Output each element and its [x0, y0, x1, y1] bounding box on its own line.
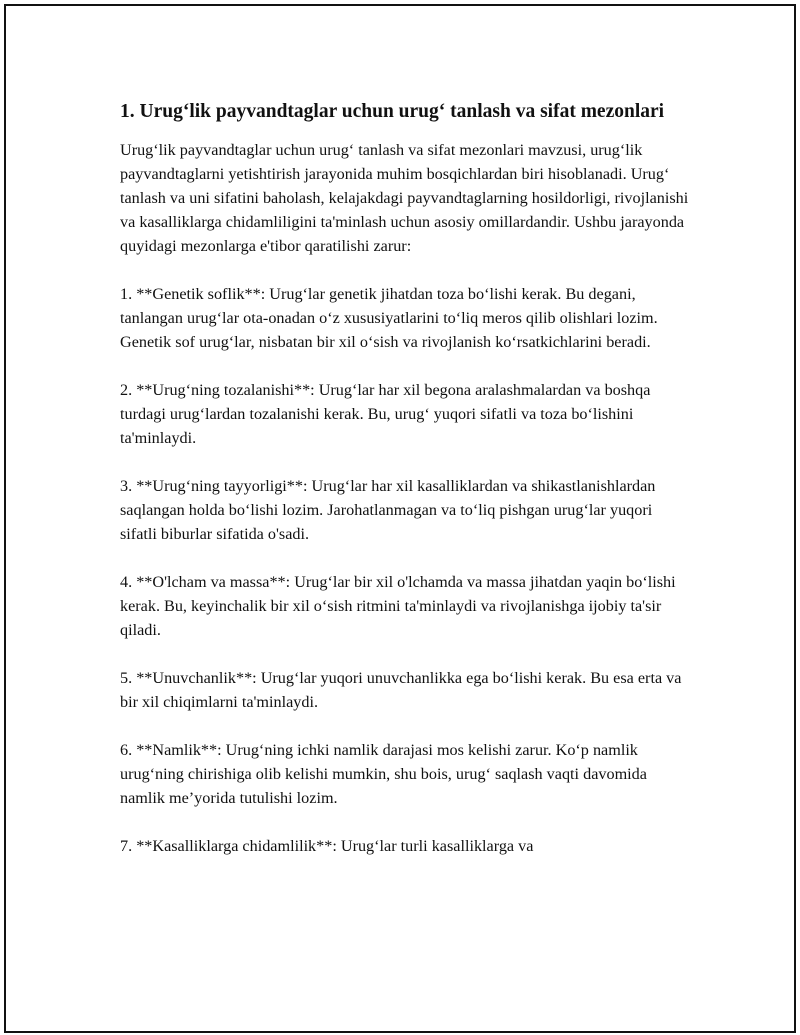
- document-page: [4, 4, 796, 1033]
- criterion-seed-readiness: 3. **Urug‘ning tayyorligi**: Urug‘lar har xil kasalliklardan va shikastlanishlardan saqlangan holda bo‘lishi lozim. Jarohatlanmagan va to‘liq pishgan urug‘lar yuqori sifatli biburlar sifatida o'sadi.: [120, 477, 656, 543]
- criterion-genetic-purity: 1. **Genetik soflik**: Urug‘lar genetik jihatdan toza bo‘lishi kerak. Bu degani, tanlangan urug‘lar ota-onadan o‘z xususiyatlarini to‘liq meros qilib olishlari lozim. Genetik sof urug‘lar, nisbatan bir xil o‘sish va rivojlanish ko‘rsatkichlarini beradi.: [120, 285, 658, 351]
- criterion-seed-cleaning: 2. **Urug‘ning tozalanishi**: Urug‘lar har xil begona aralashmalardan va boshqa turdagi urug‘lardan tozalanishi kerak. Bu, urug‘ yuqori sifatli va toza bo‘lishini ta'minlaydi.: [120, 381, 651, 447]
- criterion-moisture: 6. **Namlik**: Urug‘ning ichki namlik darajasi mos kelishi zarur. Ko‘p namlik urug‘ning chirishiga olib kelishi mumkin, shu bois, urug‘ saqlash vaqti davomida namlik me’yorida tutulishi lozim.: [120, 741, 647, 807]
- criterion-size-mass: 4. **O'lcham va massa**: Urug‘lar bir xil o'lchamda va massa jihatdan yaqin bo‘lishi kerak. Bu, keyinchalik bir xil o‘sish ritmini ta'minlaydi va rivojlanishga ijobiy ta'sir qiladi.: [120, 573, 676, 639]
- criterion-disease-resistance: 7. **Kasalliklarga chidamlilik**: Urug‘lar turli kasalliklarga va: [120, 837, 534, 855]
- document-content: [120, 98, 690, 858]
- criterion-germination: 5. **Unuvchanlik**: Urug‘lar yuqori unuvchanlikka ega bo‘lishi kerak. Bu esa erta va bir xil chiqimlarni ta'minlaydi.: [120, 669, 682, 711]
- intro-paragraph: Urug‘lik payvandtaglar uchun urug‘ tanlash va sifat mezonlari mavzusi, urug‘lik payvandtaglarni yetishtirish jarayonida muhim bosqichlardan biri hisoblanadi. Urug‘ tanlash va uni sifatini baholash, kelajakdagi payvandtaglarning hosildorligi, rivojlanishi va kasalliklarga chidamliligini ta'minlash uchun asosiy omillardandir. Ushbu jarayonda quyidagi mezonlarga e'tibor qaratilishi zarur:: [120, 141, 689, 255]
- document-title: 1. Urug‘lik payvandtaglar uchun urug‘ tanlash va sifat mezonlari: [120, 101, 665, 122]
